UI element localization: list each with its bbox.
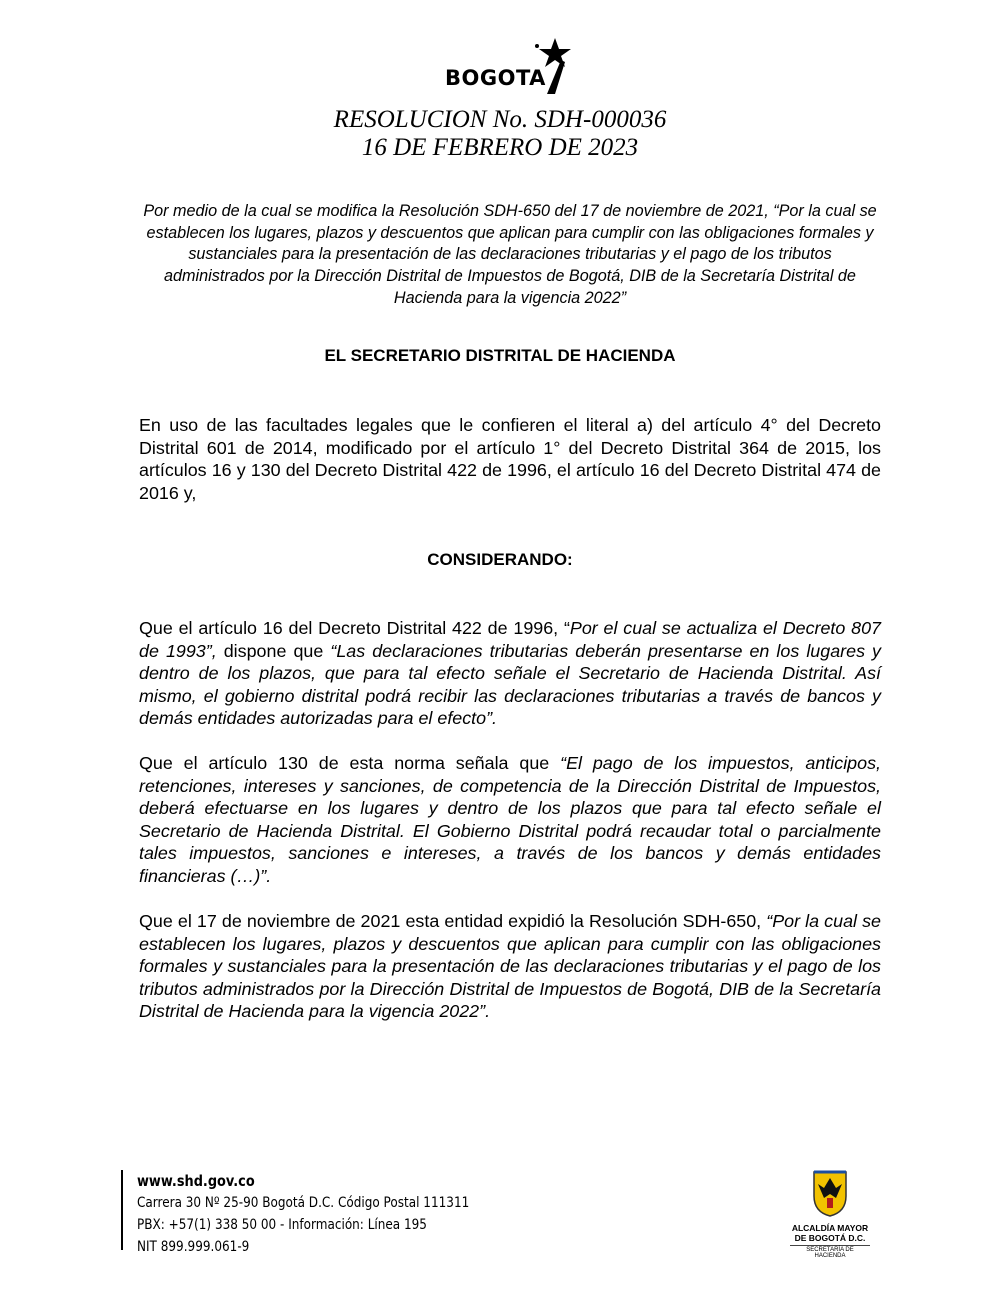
considerando-paragraph-1	[139, 617, 881, 730]
footer-address: Carrera 30 Nº 25-90 Bogotá D.C. Código Postal 111311	[137, 1195, 470, 1211]
paragraph-text: Que el artículo 16 del Decreto Distrital 422 de 1996, “	[139, 618, 570, 638]
resolution-date: 16 DE FEBRERO DE 2023	[361, 134, 639, 161]
seal-line-3: SECRETARÍA DE HACIENDA	[790, 1245, 870, 1259]
coat-of-arms-icon	[810, 1168, 850, 1218]
logo-text: BOGOTA	[445, 66, 546, 90]
considerando-heading: CONSIDERANDO:	[427, 550, 573, 569]
footer-phone: PBX: +57(1) 338 50 00 - Información: Línea 195	[137, 1217, 427, 1233]
quoted-text: “El pago de los impuestos, anticipos, retenciones, intereses y sanciones, de competencia de la Dirección Distrital de Impuestos, deberá efectuarse en los lugares y dentro de los plazos que para tal efecto señale el Secretario de Hacienda Distrital. El Gobierno Distrital podrá recaudar total o parcialmente tales impuestos, sanciones e intereses, a través de los bancos y demás entidades financieras (…)”.	[139, 753, 881, 886]
paragraph-text: dispone que	[216, 640, 331, 661]
quoted-text: “Por la cual se establecen los lugares, plazos y descuentos que aplican para cumplir con las obligaciones formales y sustanciales para la presentación de las declaraciones tributarias y el pago de los tributos administrados por la Dirección Distrital de Impuestos de Bogotá, DIB de la Secretaría Distrital de Hacienda para la vigencia 2022”.	[139, 911, 881, 1022]
footer-contact	[137, 1170, 469, 1258]
authority-heading: EL SECRETARIO DISTRITAL DE HACIENDA	[324, 346, 676, 365]
preamble-paragraph: En uso de las facultades legales que le confieren el literal a) del artículo 4° del Decreto Distrital 601 de 2014, modificado por el artículo 1° del Decreto Distrital 364 de 2015, los artículos 16 y 130 del Decreto Distrital 422 de 1996, el artículo 16 del Decreto Distrital 474 de 2016 y,	[139, 415, 881, 503]
quoted-title: Por el cual se actualiza el Decreto 807 de 1993”,	[139, 618, 881, 661]
paragraph-text: Que el 17 de noviembre de 2021 esta entidad expidió la Resolución SDH-650,	[139, 911, 767, 931]
seal-line-1: ALCALDÍA MAYOR	[791, 1223, 869, 1233]
footer-divider	[121, 1170, 123, 1250]
considerando-paragraph-3	[139, 910, 881, 1023]
paragraph-text: Que el artículo 130 de esta norma señala que	[139, 753, 561, 773]
star-icon	[525, 36, 581, 98]
resolution-number: RESOLUCION No. SDH-000036	[333, 106, 667, 133]
footer-nit: NIT 899.999.061-9	[137, 1239, 250, 1255]
bogota-logo	[445, 36, 585, 100]
seal-line-2: DE BOGOTÁ D.C.	[794, 1233, 866, 1243]
resolution-title	[0, 106, 1000, 162]
quoted-text: “Las declaraciones tributarias deberán presentarse en los lugares y dentro de los plazos, que para tal efecto señale el Secretario de Hacienda Distrital. Así mismo, el gobierno distrital podrá recibir las declaraciones tributarias a través de bancos y demás entidades autorizadas para el efecto”.	[139, 640, 882, 729]
alcaldia-seal	[790, 1168, 870, 1259]
footer-website: www.shd.gov.co	[137, 1172, 255, 1190]
considerando-paragraph-2	[139, 752, 881, 888]
resolution-summary: Por medio de la cual se modifica la Resolución SDH-650 del 17 de noviembre de 2021, “Por la cual se establecen los lugares, plazos y descuentos que aplican para cumplir con las obligaciones formales y sustanciales para la presentación de las declaraciones tributarias y el pago de los tributos administrados por la Dirección Distrital de Impuestos de Bogotá, DIB de la Secretaría Distrital de Hacienda para la vigencia 2022”	[143, 202, 877, 307]
